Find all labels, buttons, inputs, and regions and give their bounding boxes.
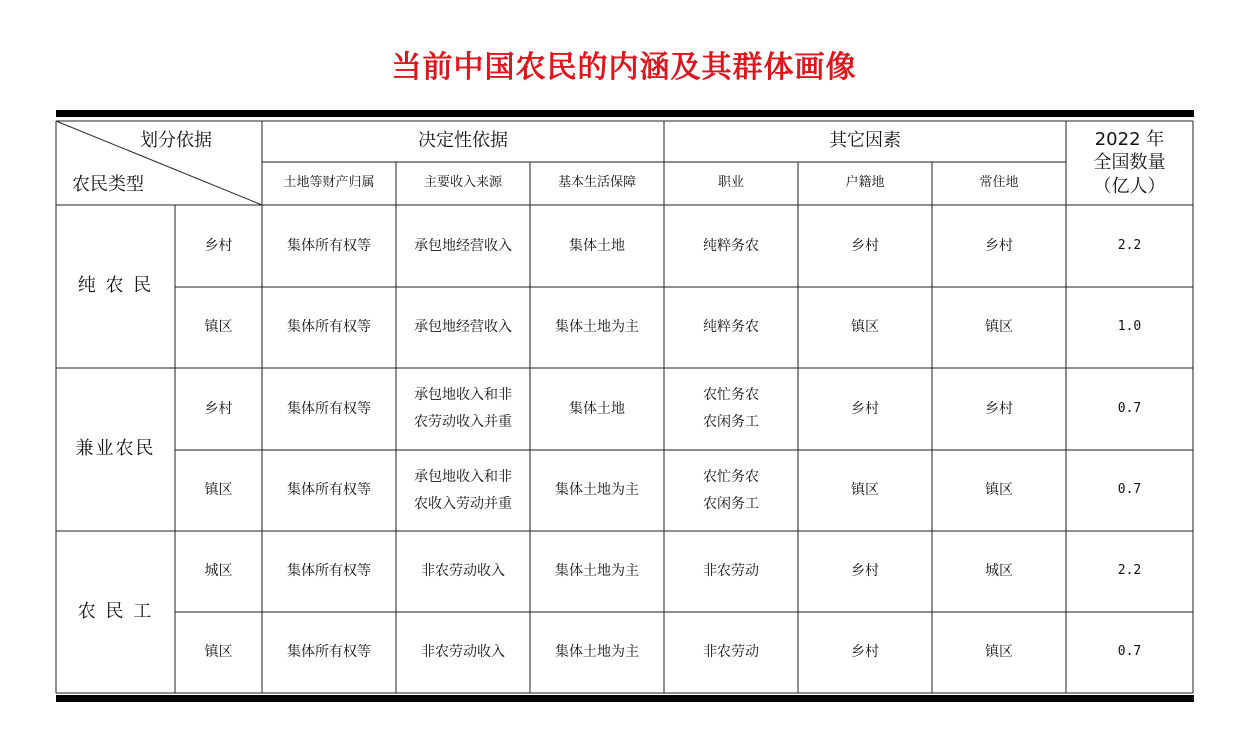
column-header: 常住地	[979, 175, 1019, 191]
cell-area: 镇区	[204, 644, 233, 661]
cell-count: 2.2	[1117, 563, 1142, 579]
cell-occupation	[664, 531, 798, 612]
cell-hukou: 乡村	[851, 237, 879, 254]
column-header: 基本生活保障	[557, 175, 636, 191]
group-label: 农 民 工	[77, 600, 154, 622]
cell-occupation-line: 农闲务工	[703, 414, 759, 430]
cell-income	[396, 287, 530, 368]
cell-income-line: 农劳动收入并重	[414, 414, 512, 430]
cell-hukou: 乡村	[851, 400, 879, 417]
cell-count: 0.7	[1117, 644, 1142, 660]
cell-hukou: 镇区	[851, 482, 879, 499]
header-count	[1066, 121, 1193, 205]
header-count-line: 2022 年	[1094, 128, 1165, 150]
cell-income-line: 非农劳动收入	[421, 563, 505, 580]
cell-hukou: 镇区	[851, 319, 879, 336]
column-header: 主要收入来源	[423, 175, 502, 191]
cell-property: 集体所有权等	[287, 563, 371, 580]
group-label: 兼业农民	[75, 438, 156, 460]
cell-security: 集体土地为主	[555, 482, 639, 499]
cell-income	[396, 612, 530, 693]
cell-property: 集体所有权等	[287, 237, 371, 254]
cell-count: 0.7	[1117, 482, 1142, 498]
cell-income-line: 承包地经营收入	[414, 319, 512, 336]
cell-residence: 城区	[985, 563, 1013, 580]
cell-hukou: 乡村	[851, 644, 879, 661]
cell-area: 乡村	[204, 400, 233, 417]
header-diagonal-bottom: 农民类型	[72, 173, 144, 195]
cell-occupation	[664, 612, 798, 693]
cell-occupation	[664, 205, 798, 287]
column-header: 户籍地	[845, 175, 885, 191]
cell-property: 集体所有权等	[287, 482, 371, 499]
cell-residence: 镇区	[985, 644, 1013, 661]
cell-area: 乡村	[204, 237, 233, 254]
header-diagonal-top: 划分依据	[140, 129, 212, 151]
cell-income	[396, 205, 530, 287]
cell-occupation-line: 非农劳动	[703, 563, 759, 580]
cell-residence: 乡村	[985, 400, 1013, 417]
cell-income-line: 承包地经营收入	[414, 237, 512, 254]
cell-security: 集体土地	[569, 400, 625, 417]
cell-income	[396, 368, 530, 450]
cell-security: 集体土地为主	[555, 644, 639, 661]
cell-occupation-line: 非农劳动	[703, 644, 759, 661]
cell-security: 集体土地为主	[555, 563, 639, 580]
cell-count: 1.0	[1117, 319, 1142, 335]
cell-occupation	[664, 287, 798, 368]
cell-property: 集体所有权等	[287, 400, 371, 417]
cell-residence: 镇区	[985, 319, 1013, 336]
cell-income	[396, 450, 530, 531]
cell-area: 镇区	[204, 319, 233, 336]
header-group-other: 其它因素	[829, 130, 901, 152]
cell-area: 城区	[204, 563, 233, 580]
cell-area: 镇区	[204, 482, 233, 499]
cell-income-line: 承包地收入和非	[414, 387, 512, 404]
cell-security: 集体土地	[569, 237, 625, 254]
column-header: 职业	[717, 175, 744, 191]
cell-income-line: 承包地收入和非	[414, 468, 512, 485]
cell-income	[396, 531, 530, 612]
cell-count: 0.7	[1117, 400, 1142, 416]
cell-residence: 乡村	[985, 237, 1013, 254]
cell-hukou: 乡村	[851, 563, 879, 580]
cell-property: 集体所有权等	[287, 644, 371, 661]
header-group-decisive: 决定性依据	[418, 130, 508, 152]
cell-occupation	[664, 450, 798, 531]
group-label: 纯 农 民	[77, 275, 154, 297]
cell-occupation	[664, 368, 798, 450]
cell-occupation-line: 纯粹务农	[703, 319, 759, 336]
cell-property: 集体所有权等	[287, 319, 371, 336]
cell-income-line: 农收入劳动并重	[414, 495, 512, 512]
cell-security: 集体土地为主	[555, 319, 639, 336]
header-count-line: （亿人）	[1093, 175, 1166, 197]
page-title: 当前中国农民的内涵及其群体画像	[391, 50, 857, 85]
cell-residence: 镇区	[985, 482, 1013, 499]
header-count-line: 全国数量	[1093, 152, 1166, 174]
column-header: 土地等财产归属	[283, 175, 375, 191]
cell-income-line: 非农劳动收入	[421, 644, 505, 661]
cell-occupation-line: 农忙务农	[703, 387, 759, 404]
cell-occupation-line: 纯粹务农	[703, 237, 759, 254]
cell-occupation-line: 农闲务工	[703, 495, 759, 512]
cell-count: 2.2	[1117, 237, 1142, 253]
cell-occupation-line: 农忙务农	[703, 468, 759, 485]
